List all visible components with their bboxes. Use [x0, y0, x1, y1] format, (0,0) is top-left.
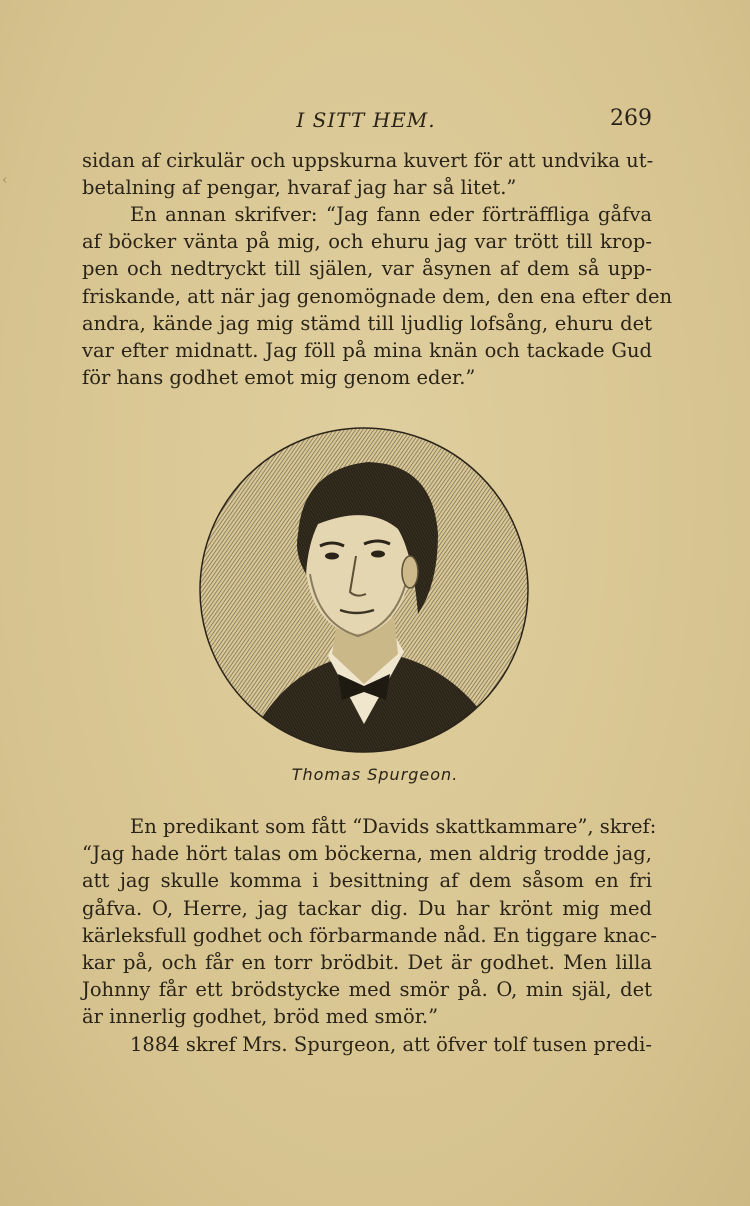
text-line: för hans godhet emot mig genom eder.”	[82, 366, 476, 390]
running-title: I SITT HEM.	[296, 108, 436, 132]
text-line: af böcker vänta på mig, och ehuru jag var trött till krop-	[82, 230, 652, 254]
text-line: är innerlig godhet, bröd med smör.”	[82, 1005, 439, 1029]
portrait-engraving	[198, 424, 530, 756]
text-line: 1884 skref Mrs. Spurgeon, att öfver tolf tusen predi-	[130, 1032, 652, 1056]
text-line: Johnny får ett brödstycke med smör på. O, min själ, det	[82, 978, 652, 1002]
text-line: var efter midnatt. Jag föll på mina knän och tackade Gud	[82, 339, 652, 363]
text-line: “Jag hade hört talas om böckerna, men aldrig trodde jag,	[82, 842, 652, 866]
portrait-caption: Thomas Spurgeon.	[291, 765, 459, 784]
text-line: pen och nedtryckt till själen, var åsynen af dem så upp-	[82, 257, 652, 281]
text-line: En annan skrifver: “Jag fann eder förträffliga gåfva	[130, 203, 652, 226]
margin-mark: ‹	[2, 172, 8, 188]
text-line: andra, kände jag mig stämd till ljudlig lofsång, ehuru det	[82, 311, 652, 335]
paragraph-2	[82, 201, 673, 391]
page-header	[80, 108, 652, 138]
text-line: sidan af cirkulär och uppskurna kuvert för att undvika ut-	[82, 149, 654, 172]
paragraph-1	[82, 147, 652, 201]
text-line: kärleksfull godhet och förbarmande nåd. En tiggare knac-	[82, 923, 657, 947]
text-line: friskande, att när jag genomögnade dem, den ena efter den	[82, 284, 673, 308]
text-line: kar på, och får en torr brödbit. Det är godhet. Men lilla	[82, 951, 652, 975]
page-number: 269	[610, 106, 652, 131]
text-line: att jag skulle komma i besittning af dem såsom en fri	[82, 869, 652, 893]
text-line: En predikant som fått “Davids skattkammare”, skref:	[130, 815, 657, 838]
text-line: gåfva. O, Herre, jag tackar dig. Du har krönt mig med	[82, 896, 652, 920]
text-line: betalning af pengar, hvaraf jag har så litet.”	[82, 176, 517, 200]
paragraph-3	[82, 813, 657, 1058]
